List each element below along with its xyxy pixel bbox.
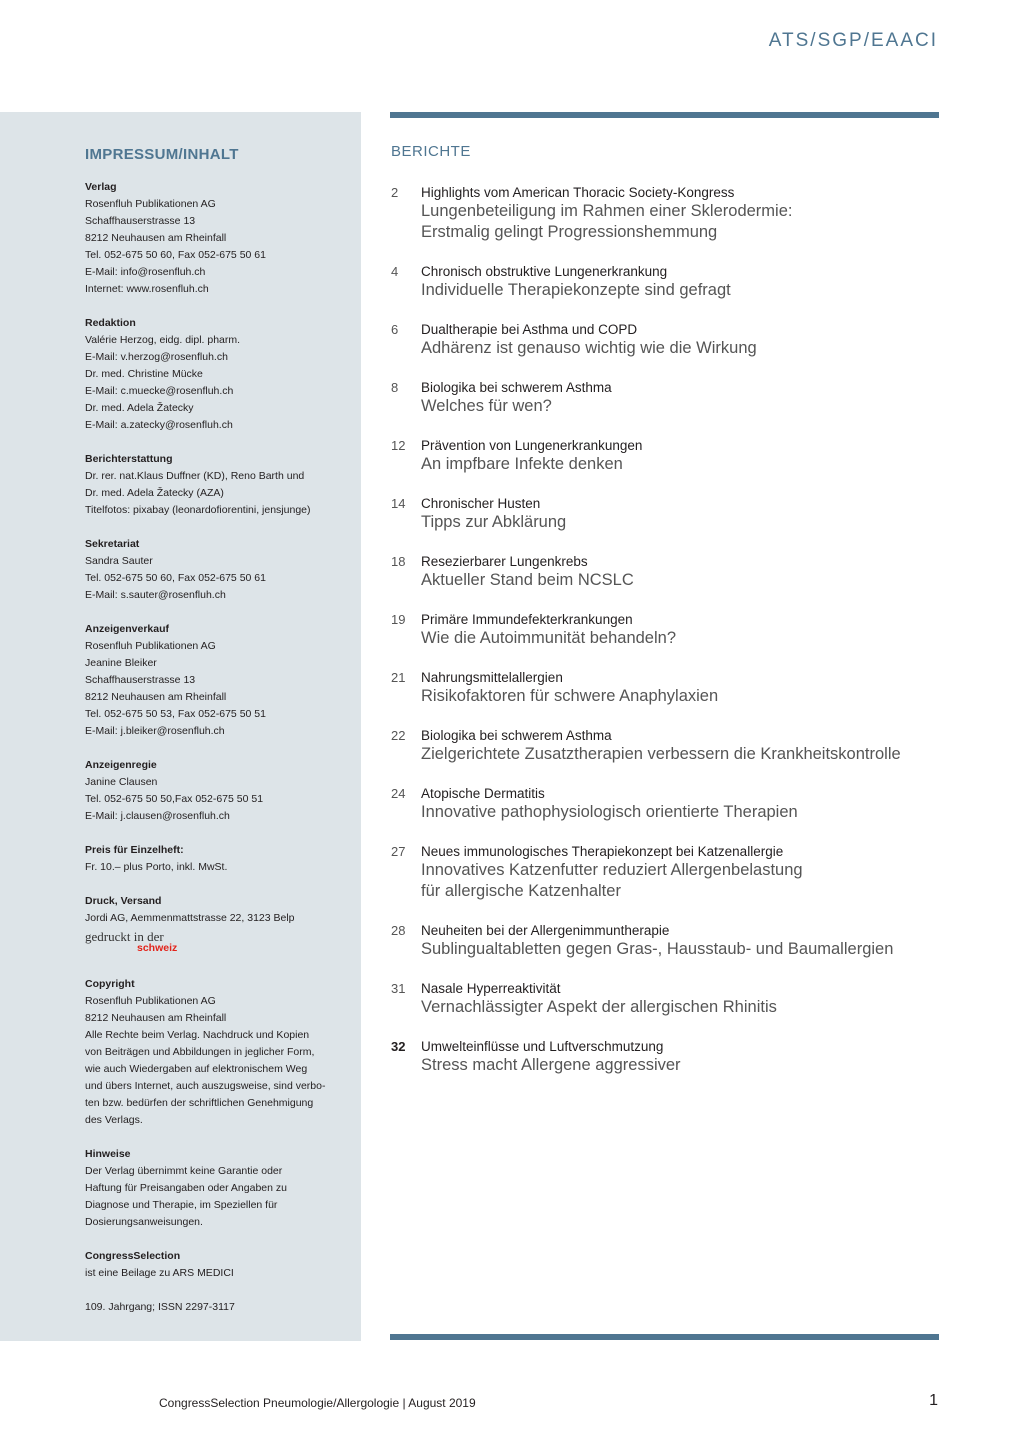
impressum-contact-line: E-Mail: j.clausen@rosenfluh.ch [85, 810, 230, 822]
impressum-line: von Beiträgen und Abbildungen in jeglicher Form, [85, 1046, 315, 1058]
toc-kicker: Nahrungsmittelallergien [421, 670, 563, 685]
toc-entry[interactable] [391, 727, 951, 765]
impressum-line: Diagnose und Therapie, im Speziellen für [85, 1199, 278, 1211]
toc-headline: Wie die Autoimmunität behandeln? [421, 629, 676, 647]
toc-headline: Welches für wen? [421, 397, 552, 415]
impressum-section [85, 179, 361, 298]
impressum-contact-line: E-Mail: info@rosenfluh.ch [85, 266, 206, 278]
toc-entry[interactable] [391, 669, 951, 707]
toc-headline: Tipps zur Abklärung [421, 513, 567, 531]
toc-page-number: 4 [391, 264, 399, 279]
toc-page-number: 18 [391, 554, 406, 569]
toc-headline: Sublingualtabletten gegen Gras-, Hausstaub- und Baumallergien [421, 940, 894, 958]
bottom-rule [390, 1334, 939, 1340]
printed-in-switzerland-logo [85, 929, 195, 959]
impressum-line: Alle Rechte beim Verlag. Nachdruck und Kopien [85, 1029, 310, 1041]
impressum-section [85, 1299, 361, 1316]
toc-kicker: Atopische Dermatitis [421, 786, 545, 801]
toc-page-number: 31 [391, 981, 406, 996]
impressum-line: des Verlags. [85, 1114, 143, 1126]
impressum-line: Tel. 052-675 50 60, Fax 052-675 50 61 [85, 249, 266, 261]
impressum-section [85, 976, 361, 1129]
impressum-line: Titelfotos: pixabay (leonardofiorentini, jensjunge) [85, 504, 311, 516]
toc-kicker: Umwelteinflüsse und Luftverschmutzung [421, 1039, 664, 1054]
impressum-line: Schaffhauserstrasse 13 [85, 674, 196, 686]
toc-kicker: Chronischer Husten [421, 496, 541, 511]
toc-headline: Individuelle Therapiekonzepte sind gefragt [421, 281, 731, 299]
impressum-line: Tel. 052-675 50 60, Fax 052-675 50 61 [85, 572, 266, 584]
toc-headline: Innovative pathophysiologisch orientierte Therapien [421, 803, 798, 821]
toc-page-number: 8 [391, 380, 399, 395]
impressum-section [85, 1146, 361, 1231]
impressum-heading: Copyright [85, 978, 135, 990]
impressum-line: Schaffhauserstrasse 13 [85, 215, 196, 227]
impressum-line: Tel. 052-675 50 53, Fax 052-675 50 51 [85, 708, 266, 720]
impressum-contact-line: E-Mail: s.sauter@rosenfluh.ch [85, 589, 226, 601]
impressum-section [85, 536, 361, 604]
toc-entry[interactable] [391, 321, 951, 359]
impressum-heading: Redaktion [85, 317, 136, 329]
impressum-heading: CongressSelection [85, 1250, 181, 1262]
toc-entry[interactable] [391, 379, 951, 417]
impressum-sections [85, 179, 361, 1316]
impressum-section [85, 1248, 361, 1282]
impressum-contact-line: E-Mail: j.bleiker@rosenfluh.ch [85, 725, 225, 737]
impressum-line: Der Verlag übernimmt keine Garantie oder [85, 1165, 283, 1177]
impressum-line: Sandra Sauter [85, 555, 153, 567]
impressum-contact-line: E-Mail: c.muecke@rosenfluh.ch [85, 385, 234, 397]
toc-headline: Aktueller Stand beim NCSLC [421, 571, 634, 589]
table-of-contents [391, 143, 951, 1096]
toc-kicker: Dualtherapie bei Asthma und COPD [421, 322, 638, 337]
logo-text-line1: gedruckt in der [85, 929, 164, 944]
impressum-heading: Hinweise [85, 1148, 131, 1160]
toc-entry[interactable] [391, 263, 951, 301]
impressum-line: wie auch Wiedergaben auf elektronischem Weg [85, 1063, 308, 1075]
toc-page-number: 2 [391, 185, 399, 200]
toc-headline: Lungenbeteiligung im Rahmen einer Sklerodermie: [421, 202, 793, 220]
impressum-heading: Preis für Einzelheft: [85, 844, 184, 856]
impressum-line: Dr. med. Adela Žatecky (AZA) [85, 487, 224, 499]
impressum-contact-line: E-Mail: v.herzog@rosenfluh.ch [85, 351, 228, 363]
impressum-heading: Sekretariat [85, 538, 140, 550]
impressum-sidebar [0, 112, 361, 1341]
toc-headline: Vernachlässigter Aspekt der allergischen Rhinitis [421, 998, 777, 1016]
toc-page-number: 24 [391, 786, 406, 801]
toc-page-number: 28 [391, 923, 406, 938]
toc-page-number: 32 [391, 1039, 406, 1054]
toc-entry[interactable] [391, 1038, 951, 1076]
header-tag: ATS/SGP/EAACI [768, 30, 938, 51]
impressum-heading: Verlag [85, 181, 117, 193]
impressum-heading: Berichterstattung [85, 453, 173, 465]
impressum-section [85, 893, 361, 959]
toc-entry[interactable] [391, 553, 951, 591]
toc-kicker: Neues immunologisches Therapiekonzept bei Katzenallergie [421, 844, 784, 859]
impressum-contact-line: und übers Internet, auch auszugsweise, sind verbo- [85, 1080, 326, 1092]
toc-entry[interactable] [391, 922, 951, 960]
impressum-heading: Anzeigenregie [85, 759, 157, 771]
toc-kicker: Chronisch obstruktive Lungenerkrankung [421, 264, 668, 279]
toc-page-number: 22 [391, 728, 406, 743]
toc-kicker: Prävention von Lungenerkrankungen [421, 438, 643, 453]
toc-page-number: 19 [391, 612, 406, 627]
toc-entry[interactable] [391, 843, 951, 902]
toc-headline: Zielgerichtete Zusatztherapien verbessern die Krankheitskontrolle [421, 745, 901, 763]
toc-kicker: Highlights vom American Thoracic Society-Kongress [421, 185, 735, 200]
impressum-line: 109. Jahrgang; ISSN 2297-3117 [85, 1301, 235, 1313]
toc-kicker: Biologika bei schwerem Asthma [421, 728, 612, 743]
toc-entry[interactable] [391, 184, 951, 243]
impressum-line: Dosierungsanweisungen. [85, 1216, 203, 1228]
toc-headline: Risikofaktoren für schwere Anaphylaxien [421, 687, 719, 705]
impressum-line: 8212 Neuhausen am Rheinfall [85, 232, 227, 244]
impressum-line: Dr. med. Christine Mücke [85, 368, 203, 380]
impressum-line: ten bzw. bedürfen der schriftlichen Genehmigung [85, 1097, 314, 1109]
impressum-contact-line: E-Mail: a.zatecky@rosenfluh.ch [85, 419, 233, 431]
toc-kicker: Neuheiten bei der Allergenimmuntherapie [421, 923, 670, 938]
toc-headline: Erstmalig gelingt Progressionshemmung [421, 223, 718, 241]
toc-headline: Stress macht Allergene aggressiver [421, 1056, 681, 1074]
impressum-line: Jordi AG, Aemmenmattstrasse 22, 3123 Belp [85, 912, 295, 924]
logo-text-line2: schweiz [137, 942, 178, 954]
impressum-line: Rosenfluh Publikationen AG [85, 198, 216, 210]
toc-page-number: 14 [391, 496, 406, 511]
toc-kicker: Nasale Hyperreaktivität [421, 981, 561, 996]
impressum-line: Dr. rer. nat.Klaus Duffner (KD), Reno Barth und [85, 470, 305, 482]
toc-page-number: 6 [391, 322, 399, 337]
impressum-line: Janine Clausen [85, 776, 158, 788]
impressum-line: Dr. med. Adela Žatecky [85, 402, 194, 414]
toc-entry[interactable] [391, 495, 951, 533]
impressum-line: ist eine Beilage zu ARS MEDICI [85, 1267, 234, 1279]
impressum-section [85, 315, 361, 434]
impressum-line: Rosenfluh Publikationen AG [85, 995, 216, 1007]
impressum-line: Jeanine Bleiker [85, 657, 157, 669]
impressum-section [85, 621, 361, 740]
impressum-line: 8212 Neuhausen am Rheinfall [85, 691, 227, 703]
toc-entry[interactable] [391, 980, 951, 1018]
top-rule [390, 112, 939, 118]
toc-title: BERICHTE [391, 143, 471, 160]
toc-items [391, 184, 951, 1076]
toc-entry[interactable] [391, 785, 951, 823]
impressum-line: Valérie Herzog, eidg. dipl. pharm. [85, 334, 241, 346]
toc-entry[interactable] [391, 437, 951, 475]
footer-text: CongressSelection Pneumologie/Allergologie | August 2019 [159, 1396, 476, 1410]
impressum-line: Rosenfluh Publikationen AG [85, 640, 216, 652]
page-number: 1 [929, 1392, 938, 1409]
toc-page-number: 21 [391, 670, 406, 685]
impressum-heading: Anzeigenverkauf [85, 623, 170, 635]
toc-kicker: Primäre Immundefekterkrankungen [421, 612, 633, 627]
toc-page-number: 27 [391, 844, 406, 859]
toc-page-number: 12 [391, 438, 406, 453]
toc-headline: für allergische Katzenhalter [421, 882, 621, 900]
toc-headline: An impfbare Infekte denken [421, 455, 623, 473]
toc-entry[interactable] [391, 611, 951, 649]
toc-headline: Innovatives Katzenfutter reduziert Allergenbelastung [421, 861, 803, 879]
impressum-line: Tel. 052-675 50 50,Fax 052-675 50 51 [85, 793, 264, 805]
impressum-heading: Druck, Versand [85, 895, 162, 907]
impressum-line: 8212 Neuhausen am Rheinfall [85, 1012, 227, 1024]
impressum-section [85, 451, 361, 519]
impressum-line: Fr. 10.– plus Porto, inkl. MwSt. [85, 861, 228, 873]
impressum-title: IMPRESSUM/INHALT [85, 146, 239, 163]
toc-kicker: Biologika bei schwerem Asthma [421, 380, 612, 395]
toc-kicker: Resezierbarer Lungenkrebs [421, 554, 588, 569]
impressum-line: Haftung für Preisangaben oder Angaben zu [85, 1182, 287, 1194]
impressum-section [85, 842, 361, 876]
toc-headline: Adhärenz ist genauso wichtig wie die Wirkung [421, 339, 757, 357]
impressum-section [85, 757, 361, 825]
impressum-contact-line: Internet: www.rosenfluh.ch [85, 283, 209, 295]
